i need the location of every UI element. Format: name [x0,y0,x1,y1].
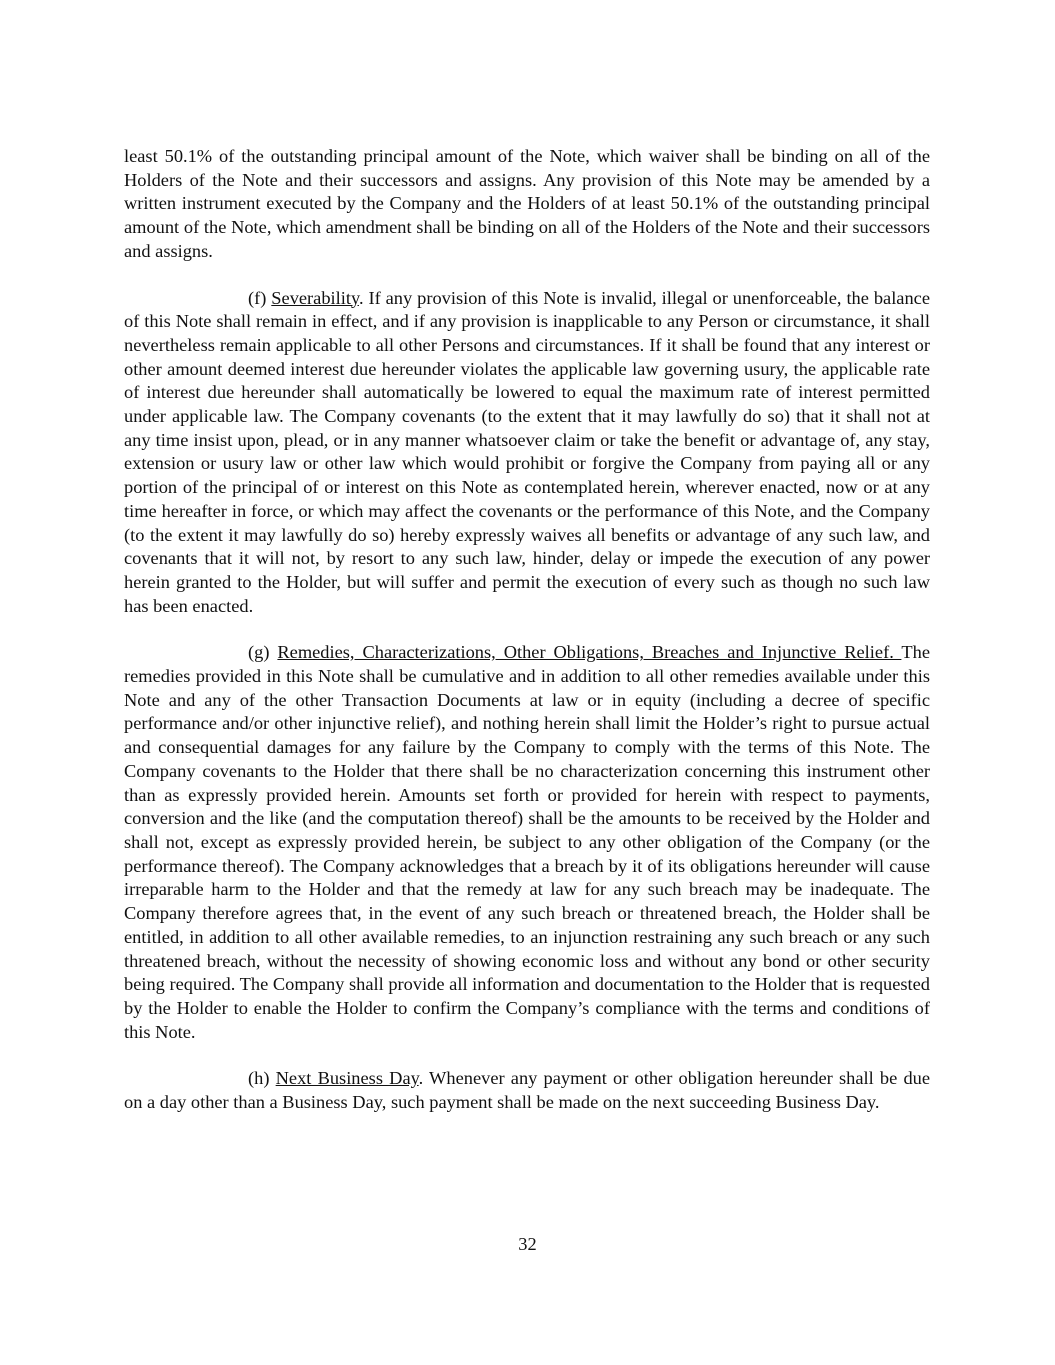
paragraph-text: . If any provision of this Note is invalid, illegal or unenforceable, the balance of this Note shall remain in effect, and if any provision is inapplicable to any Person or circumstance, it shall nevertheless remain applicable to all other Persons and circumstances. If it shall be found that any interest or other amount deemed interest due hereunder violates the applicable law governing usury, the applicable rate of interest due hereunder shall automatically be lowered to equal the maximum rate of interest permitted under applicable law. The Company covenants (to the extent that it may lawfully do so) that it shall not at any time insist upon, plead, or in any manner whatsoever claim or take the benefit or advantage of, any stay, extension or usury law or other law which would prohibit or forgive the Company from paying all or any portion of the principal of or interest on this Note as contemplated herein, wherever enacted, now or at any time hereafter in force, or which may affect the covenants or the performance of this Note, and the Company (to the extent it may lawfully do so) hereby expressly waives all benefits or advantage of any such law, and covenants that it will not, by resort to any such law, hinder, delay or impede the execution of any power herein granted to the Holder, but will suffer and permit the execution of every such as though no such law has been enacted. [124,287,930,616]
paragraph-text: . Whenever any payment or other obligation hereunder shall be due on a day other than a Business Day, such payment shall be made on the next succeeding Business Day. [124,1068,930,1113]
document-body [124,145,930,1138]
section-label: (f) [248,287,272,308]
paragraph-next-business-day [124,1067,930,1114]
paragraph-continuation [124,145,930,264]
section-label: (h) [248,1068,276,1089]
paragraph-text: least 50.1% of the outstanding principal amount of the Note, which waiver shall be binding on all of the Holders of the Note and their successors and assigns. Any provision of this Note may be amended by a written instrument executed by the Company and the Holders of at least 50.1% of the outstanding principal amount of the Note, which amendment shall be binding on all of the Holders of the Note and their successors and assigns. [124,146,930,261]
section-heading: Remedies, Characterizations, Other Obligations, Breaches and Injunctive Relief. [277,642,902,663]
section-label: (g) [248,642,278,663]
section-heading: Next Business Day [275,1068,419,1089]
paragraph-remedies [124,641,930,1044]
paragraph-text: The remedies provided in this Note shall be cumulative and in addition to all other remedies available under this Note and any of the other Transaction Documents at law or in equity (including a decree of specific performance and/or other injunctive relief), and nothing herein shall limit the Holder’s right to pursue actual and consequential damages for any failure by the Company to comply with the terms of this Note. The Company covenants to the Holder that there shall be no characterization concerning this instrument other than as expressly provided herein. Amounts set forth or provided for herein with respect to payments, conversion and the like (and the computation thereof) shall be the amounts to be received by the Holder and shall not, except as expressly provided herein, be subject to any other obligation of the Company (or the performance thereof). The Company acknowledges that a breach by it of its obligations hereunder will cause irreparable harm to the Holder and that the remedy at law for any such breach may be inadequate. The Company therefore agrees that, in the event of any such breach or threatened breach, the Holder shall be entitled, in addition to all other available remedies, to an injunction restraining any such breach or any such threatened breach, without the necessity of showing economic loss and without any bond or other security being required. The Company shall provide all information and documentation to the Holder that is requested by the Holder to enable the Holder to confirm the Company’s compliance with the terms and conditions of this Note. [124,642,930,1042]
paragraph-severability [124,287,930,619]
section-heading: Severability [271,287,359,308]
page-number: 32 [518,1234,537,1254]
